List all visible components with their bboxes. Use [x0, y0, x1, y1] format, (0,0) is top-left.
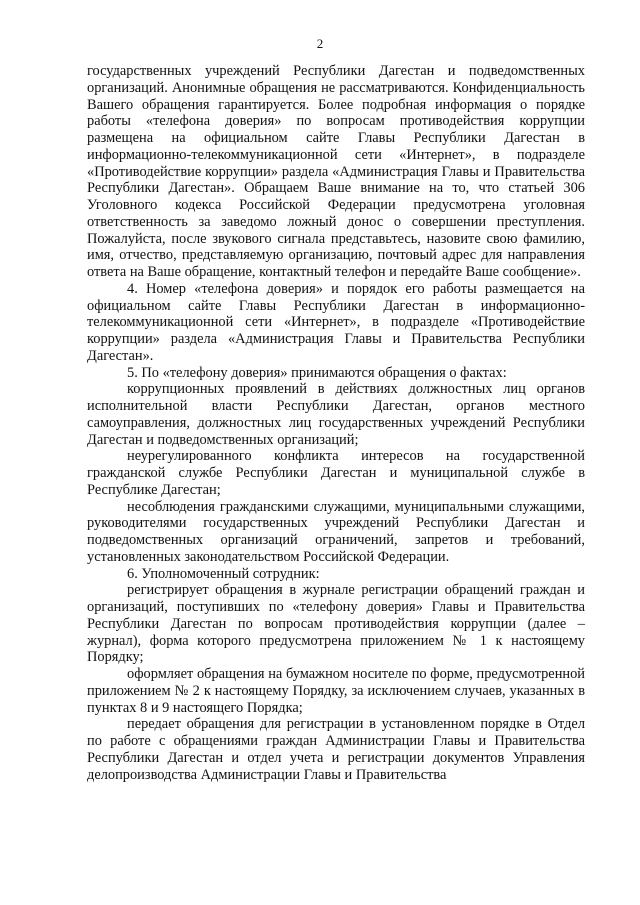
- paragraph-continuation: государственных учреждений Республики Дагестан и подведомственных организаций. Анонимные обращения не рассматриваются. Конфиденциальность Вашего обращения гарантируется. Более подробная информация о порядке работы «телефона доверия» по вопросам противодействия коррупции размещена на официальном сайте Главы Республики Дагестан в информационно-телекоммуникационной сети «Интернет», в подразделе «Противодействие коррупции» раздела «Администрация Главы и Правительства Республики Дагестан». Обращаем Ваше внимание на то, что статьей 306 Уголовного кодекса Российской Федерации предусмотрена уголовная ответственность за заведомо ложный донос о совершении преступления. Пожалуйста, после звукового сигнала представьтесь, назовите свою фамилию, имя, отчество, представляемую организацию, почтовый адрес для направления ответа на Ваше обращение, контактный телефон и передайте Ваше сообщение».: [87, 63, 585, 280]
- document-body: [87, 63, 585, 783]
- page-number: 2: [316, 36, 324, 51]
- paragraph-item-6: 6. Уполномоченный сотрудник:: [127, 565, 320, 582]
- paragraph-item-5: 5. По «телефону доверия» принимаются обращения о фактах:: [127, 364, 507, 381]
- paragraph-non-compliance: несоблюдения гражданскими служащими, муниципальными служащими, руководителями государственных учреждений Республики Дагестан и подведомственных организаций ограничений, запретов и требований, установленных законодательством Российской Федерации.: [87, 498, 585, 565]
- paragraph-formalizes: оформляет обращения на бумажном носителе по форме, предусмотренной приложением № 2 к настоящему Порядку, за исключением случаев, указанных в пунктах 8 и 9 настоящего Порядка;: [87, 666, 585, 716]
- paragraph-item-4: 4. Номер «телефона доверия» и порядок его работы размещается на официальном сайте Главы Республики Дагестан в информационно-телекоммуникационной сети «Интернет», в подразделе «Противодействие коррупции» раздела «Администрация Главы и Правительства Республики Дагестан».: [87, 280, 585, 364]
- paragraph-transfers: передает обращения для регистрации в установленном порядке в Отдел по работе с обращениями граждан Администрации Главы и Правительства Республики Дагестан и отдел учета и регистрации документов Управления делопроизводства Администрации Главы и Правительства: [87, 716, 585, 783]
- paragraph-corruption-facts: коррупционных проявлений в действиях должностных лиц органов исполнительной власти Республики Дагестан, органов местного самоуправления, должностных лиц государственных учреждений Республики Дагестан и подведомственных организаций;: [87, 381, 585, 448]
- paragraph-conflict-of-interest: неурегулированного конфликта интересов на государственной гражданской службе Республики Дагестан и муниципальной службе в Республике Дагестан;: [87, 448, 585, 498]
- paragraph-registers: регистрирует обращения в журнале регистрации обращений граждан и организаций, поступивших по «телефону доверия» Главы и Правительства Республики Дагестан по вопросам противодействия коррупции (далее – журнал), форма которого предусмотрена приложением № 1 к настоящему Порядку;: [87, 582, 585, 666]
